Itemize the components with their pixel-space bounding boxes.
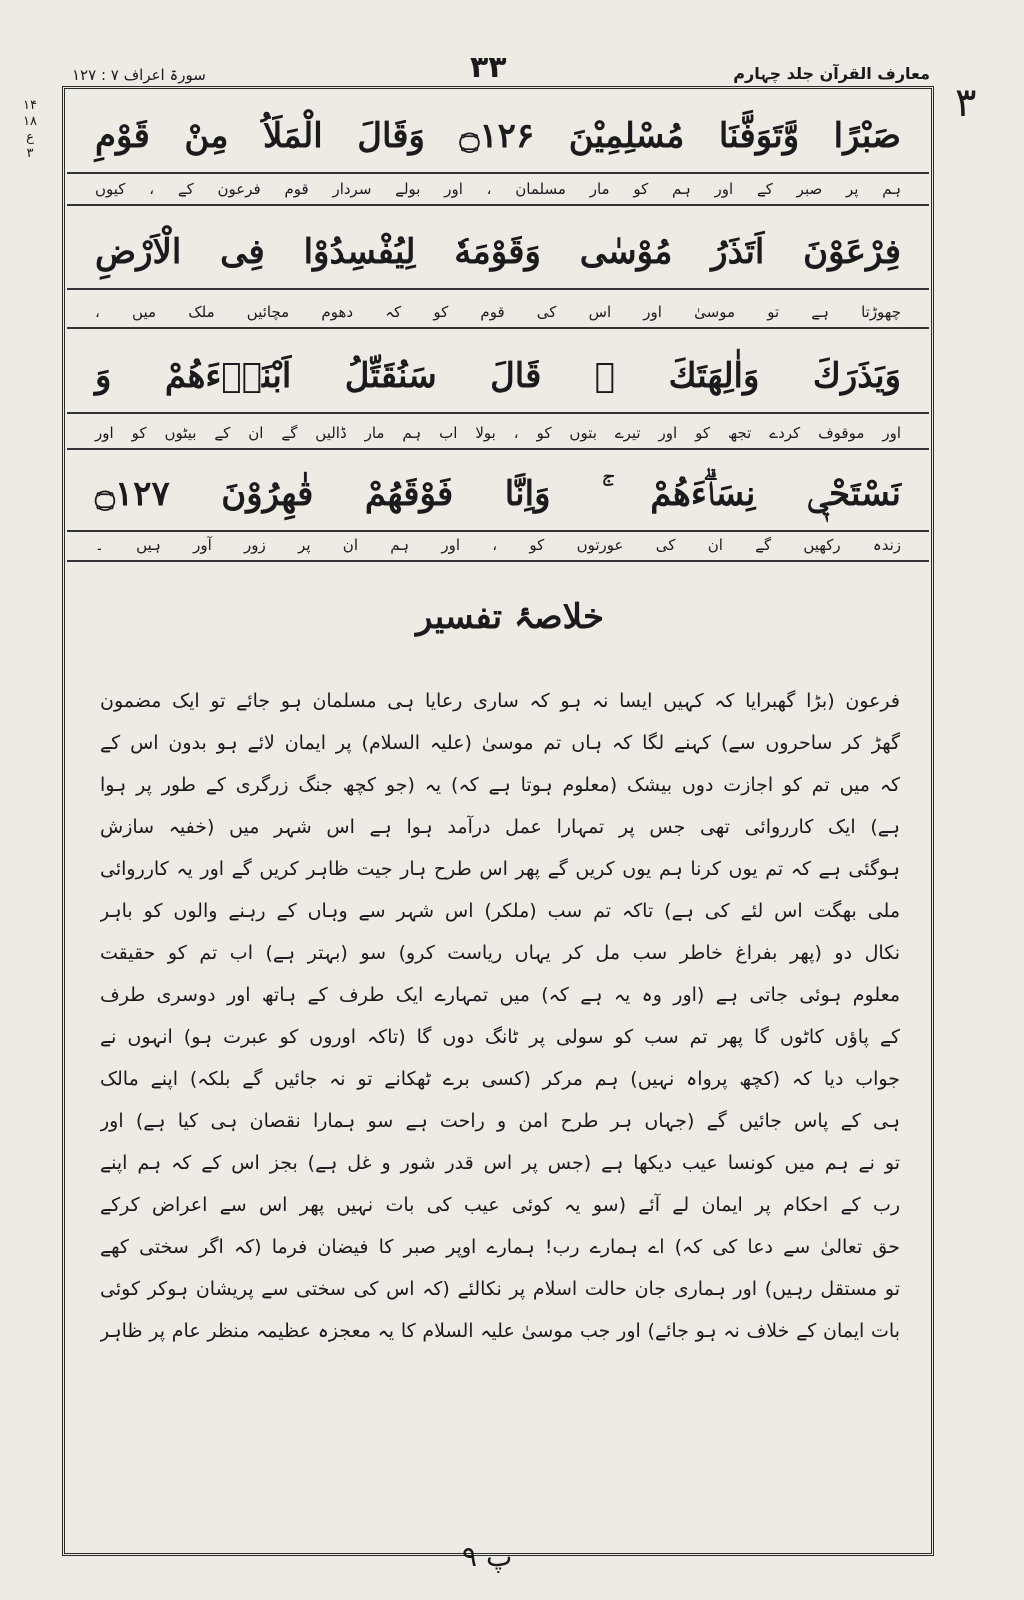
- footer-para-mark: پ ۹: [462, 1540, 513, 1573]
- verse-translation-3: اور موقوف کردے تجھ کو اور تیرے بتوں کو ، بولا اب ہم مار ڈالیں گے ان کے بیٹوں کو اور: [67, 418, 929, 450]
- margin-section-number: ۳: [955, 80, 977, 126]
- tafsir-line: ہوگئی ہے کہ تم یوں کرنا ہم یوں کریں گے پھر اس طرح ہار جیت ظاہر کریں گے اور یہ کارروائی: [100, 858, 900, 880]
- margin-note-line: ۱۴: [23, 98, 37, 113]
- tafsir-line: معلوم ہوئی جاتی ہے (اور وہ یہ ہے کہ) میں تمہارے ایک طرف کے ہاتھ اور دوسری طرف: [100, 984, 900, 1006]
- tafsir-line: کے پاؤں کاٹوں گا پھر تم سب کو سولی پر ٹانگ دوں گا (تاکہ اوروں کو عبرت ہو) انہوں نے: [100, 1026, 900, 1048]
- margin-ruku-note: [14, 98, 46, 162]
- tafsir-line: تو مستقل رہیں) اور ہماری جان حالت اسلام پر نکالئے (کہ اس کی سختی سے پریشان ہوکر کوئی: [100, 1278, 900, 1300]
- header-surah-reference: سورۃ اعراف ۷ : ۱۲۷: [72, 66, 206, 84]
- tafsir-line: حق تعالیٰ سے دعا کی کہ) اے ہمارے رب! ہمارے اوپر صبر کا فیضان فرما (کہ اگر سختی کھے: [100, 1236, 900, 1258]
- verse-arabic-3: وَيَذَرَكَ وَاٰلِهَتَكَ ۭ قَالَ سَنُقَتِّلُ اَبْنَاۗءَهُمْ وَ: [67, 340, 929, 414]
- verse-translation-1: ہم پر صبر کے اور ہم کو مار مسلمان ، اور بولے سردار قوم فرعون کے ، کیوں: [67, 174, 929, 206]
- margin-note-line: ۳: [26, 146, 34, 161]
- verse-arabic-2: فِرْعَوْنَ اَتَذَرُ مُوْسٰى وَقَوْمَهٗ لِيُفْسِدُوْا فِى الْاَرْضِ: [67, 216, 929, 290]
- tafsir-line: ہی کے پاس جائیں گے (جہاں ہر طرح امن و راحت ہے سو ہمارا نقصان ہی کیا ہے) اور: [100, 1110, 900, 1132]
- tafsir-line: ہے) ایک کارروائی تھی جس پر تمہارا عمل درآمد ہوا ہے اس شہر میں (خفیہ سازش: [100, 816, 900, 838]
- tafsir-title: خلاصۂ تفسیر: [416, 597, 604, 637]
- tafsir-line: نکال دو (پھر بفراغ خاطر سب مل کر یہاں ریاست کرو) سو (بہتر ہے) اب تم کو حقیقت: [100, 942, 900, 964]
- page-number: ۳۳: [470, 50, 507, 85]
- verse-translation-2: چھوڑتا ہے تو موسیٰ اور اس کی قوم کو کہ دھوم مچائیں ملک میں ،: [67, 297, 929, 329]
- margin-note-line: ۱۸: [23, 114, 37, 129]
- tafsir-line: فرعون (بڑا گھبرایا کہ کہیں ایسا نہ ہو کہ ساری رعایا ہی مسلمان ہو جائے تو ایک مضمون: [100, 690, 900, 712]
- tafsir-line: جواب دیا کہ (کچھ پرواہ نہیں) ہم مرکر (کسی برے ٹھکانے تو نہ جائیں گے بلکہ) اپنے مالک: [100, 1068, 900, 1090]
- verse-arabic-4: نَسْتَحْيٖ نِسَاۗءَهُمْ ۚ وَاِنَّا فَوْقَهُمْ قٰهِرُوْنَ ۝۱۲۷: [67, 458, 929, 532]
- verse-translation-4: زندہ رکھیں گے ان کی عورتوں کو ، اور ہم ان پر زور آور ہیں ۔: [67, 530, 929, 562]
- tafsir-line: گھڑ کر ساحروں سے) کہنے لگا کہ ہاں تم موسیٰ (علیہ السلام) پر ایمان لائے ہو بدون اس کے: [100, 732, 900, 754]
- tafsir-line: کہ میں تم کو اجازت دوں بیشک (معلوم ہوتا ہے کہ) یہ (جو کچھ جنگ زرگری کے طور پر ہوا: [100, 774, 900, 796]
- header-book-title: معارف القرآن جلد چہارم: [733, 64, 930, 83]
- tafsir-line: ملی بھگت اس لئے کی ہے) تاکہ تم سب (ملکر) اس شہر سے وہاں کے رہنے والوں کو باہر: [100, 900, 900, 922]
- tafsir-line: بات ایمان کے خلاف نہ ہو جائے) اور جب موسیٰ علیہ السلام کا یہ معجزہ عظیمہ منظر عام پر ظاہر: [100, 1320, 900, 1342]
- margin-note-line: ع: [26, 130, 34, 145]
- tafsir-line: تو نے ہم میں کونسا عیب دیکھا ہے (جس پر اس قدر شور و غل ہے) بجز اس کے کہ ہم اپنے: [100, 1152, 900, 1174]
- verse-arabic-1: صَبْرًا وَّتَوَفَّنَا مُسْلِمِيْنَ ۝۱۲۶ وَقَالَ الْمَلَاُ مِنْ قَوْمِ: [67, 100, 929, 174]
- tafsir-line: رب کے احکام پر ایمان لے آئے (سو یہ کوئی عیب کی بات نہیں پھر اس سے اعراض کرکے: [100, 1194, 900, 1216]
